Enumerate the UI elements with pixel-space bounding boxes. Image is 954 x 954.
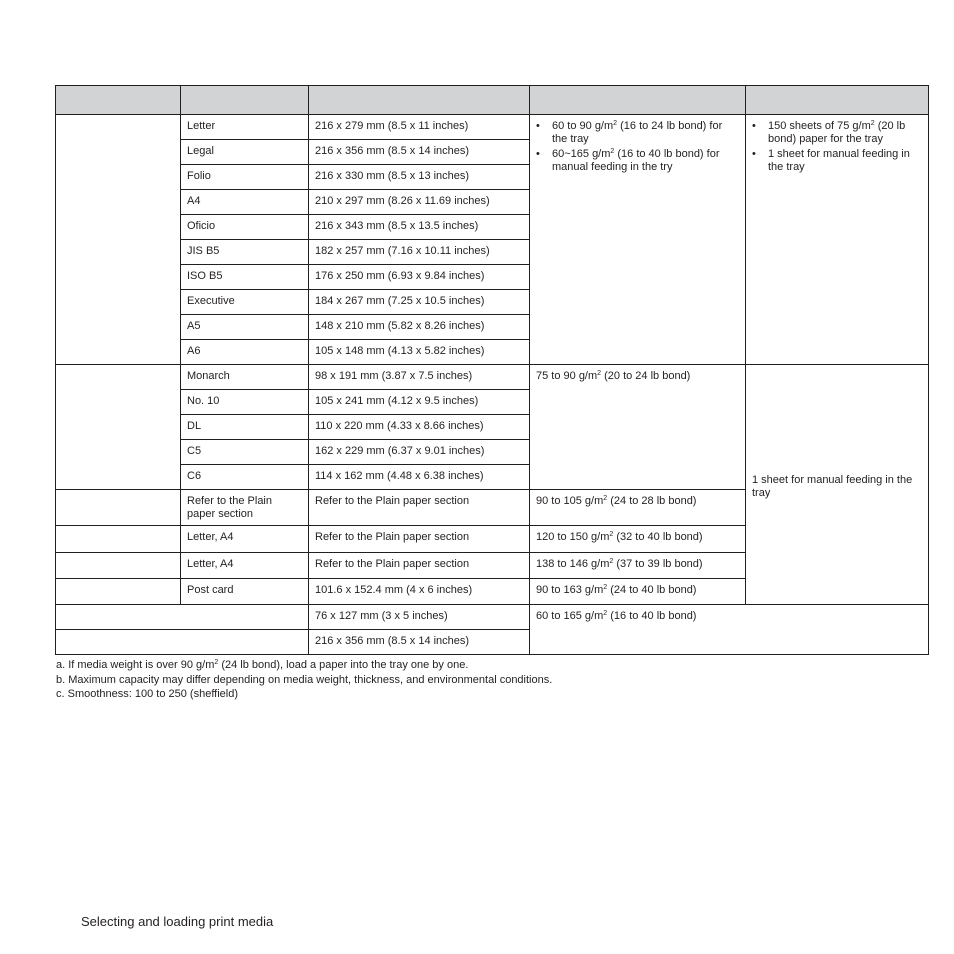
footnote-a: a. If media weight is over 90 $g/m^2$ (24 lb bond), load a paper into the tray one by one. xyxy=(56,659,469,671)
weight-cell: 75 to 90 $g/m^2$ (20 to 24 lb bond) xyxy=(530,365,746,490)
dims-cell: 176 x 250 mm (6.93 x 9.84 inches) xyxy=(309,265,530,290)
footnote-c: c. Smoothness: 100 to 250 (sheffield) xyxy=(56,688,239,700)
dims-cell: 148 x 210 mm (5.82 x 8.26 inches) xyxy=(309,315,530,340)
weight-cell: 90 to 163 $g/m^2$ (24 to 40 lb bond) xyxy=(530,579,746,605)
dims-cell: 216 x 279 mm (8.5 x 11 inches) xyxy=(309,115,530,140)
list-item: • 60 to 90 $g/m^2$ (16 to 24 lb bond) for the tray xyxy=(536,120,739,146)
dims-cell: 98 x 191 mm (3.87 x 7.5 inches) xyxy=(309,365,530,390)
type-cell xyxy=(56,553,181,579)
dims-cell: 101.6 x 152.4 mm (4 x 6 inches) xyxy=(309,579,530,605)
dims-cell: 216 x 330 mm (8.5 x 13 inches) xyxy=(309,165,530,190)
weight-cell: 138 to 146 $g/m^2$ (37 to 39 lb bond) xyxy=(530,553,746,579)
size-cell: Monarch xyxy=(181,365,309,390)
table-row xyxy=(56,115,929,140)
weight-cell: 60 to 165 $g/m^2$ (16 to 40 lb bond) xyxy=(530,605,929,655)
dims-cell: 76 x 127 mm (3 x 5 inches) xyxy=(309,605,530,630)
dims-cell: 216 x 343 mm (8.5 x 13.5 inches) xyxy=(309,215,530,240)
size-cell: C6 xyxy=(181,465,309,490)
size-cell: Letter, A4 xyxy=(181,526,309,553)
size-cell: A6 xyxy=(181,340,309,365)
page-footer: Selecting and loading print media xyxy=(81,914,274,929)
footnote-b: b. Maximum capacity may differ depending on media weight, thickness, and environmental conditions. xyxy=(56,673,553,686)
type-cell xyxy=(56,526,181,553)
dims-cell: 110 x 220 mm (4.33 x 8.66 inches) xyxy=(309,415,530,440)
size-cell: C5 xyxy=(181,440,309,465)
capacity-cell xyxy=(746,115,929,365)
table-row xyxy=(56,605,929,630)
size-cell: ISO B5 xyxy=(181,265,309,290)
dims-cell: Refer to the Plain paper section xyxy=(309,490,530,526)
size-cell: Post card xyxy=(181,579,309,605)
weight-cell xyxy=(530,115,746,365)
type-cell xyxy=(56,605,309,630)
weight-cell: 90 to 105 $g/m^2$ (24 to 28 lb bond) xyxy=(530,490,746,526)
list-item: • 1 sheet for manual feeding in the tray xyxy=(752,148,922,174)
list-item: • 150 sheets of 75 $g/m^2$ (20 lb bond) paper for the tray xyxy=(752,120,922,146)
header-cell xyxy=(746,86,929,115)
dims-cell: Refer to the Plain paper section xyxy=(309,553,530,579)
header-cell xyxy=(181,86,309,115)
dims-cell: 184 x 267 mm (7.25 x 10.5 inches) xyxy=(309,290,530,315)
size-cell: DL xyxy=(181,415,309,440)
size-cell: A5 xyxy=(181,315,309,340)
dims-cell: 114 x 162 mm (4.48 x 6.38 inches) xyxy=(309,465,530,490)
size-cell: Legal xyxy=(181,140,309,165)
size-cell: A4 xyxy=(181,190,309,215)
type-cell xyxy=(56,630,309,655)
type-cell xyxy=(56,490,181,526)
size-cell: Executive xyxy=(181,290,309,315)
dims-cell: 216 x 356 mm (8.5 x 14 inches) xyxy=(309,630,530,655)
size-cell: JIS B5 xyxy=(181,240,309,265)
size-cell: No. 10 xyxy=(181,390,309,415)
size-cell: Folio xyxy=(181,165,309,190)
dims-cell: 162 x 229 mm (6.37 x 9.01 inches) xyxy=(309,440,530,465)
dims-cell: 105 x 241 mm (4.12 x 9.5 inches) xyxy=(309,390,530,415)
dims-cell: 105 x 148 mm (4.13 x 5.82 inches) xyxy=(309,340,530,365)
weight-cell: 120 to 150 $g/m^2$ (32 to 40 lb bond) xyxy=(530,526,746,553)
dims-cell: 210 x 297 mm (8.26 x 11.69 inches) xyxy=(309,190,530,215)
footnotes xyxy=(56,658,552,702)
size-cell: Letter, A4 xyxy=(181,553,309,579)
paper-spec-table xyxy=(55,85,929,655)
header-cell xyxy=(309,86,530,115)
type-cell xyxy=(56,115,181,365)
size-cell: Oficio xyxy=(181,215,309,240)
capacity-cell: 1 sheet for manual feeding in the tray xyxy=(746,365,929,605)
table-header-row xyxy=(56,86,929,115)
list-item: • 60~165 $g/m^2$ (16 to 40 lb bond) for manual feeding in the try xyxy=(536,148,739,174)
type-cell xyxy=(56,579,181,605)
header-cell xyxy=(530,86,746,115)
type-cell xyxy=(56,365,181,490)
size-cell: Refer to the Plain paper section xyxy=(181,490,309,526)
header-cell xyxy=(56,86,181,115)
size-cell: Letter xyxy=(181,115,309,140)
dims-cell: Refer to the Plain paper section xyxy=(309,526,530,553)
dims-cell: 216 x 356 mm (8.5 x 14 inches) xyxy=(309,140,530,165)
table-row xyxy=(56,365,929,390)
dims-cell: 182 x 257 mm (7.16 x 10.11 inches) xyxy=(309,240,530,265)
